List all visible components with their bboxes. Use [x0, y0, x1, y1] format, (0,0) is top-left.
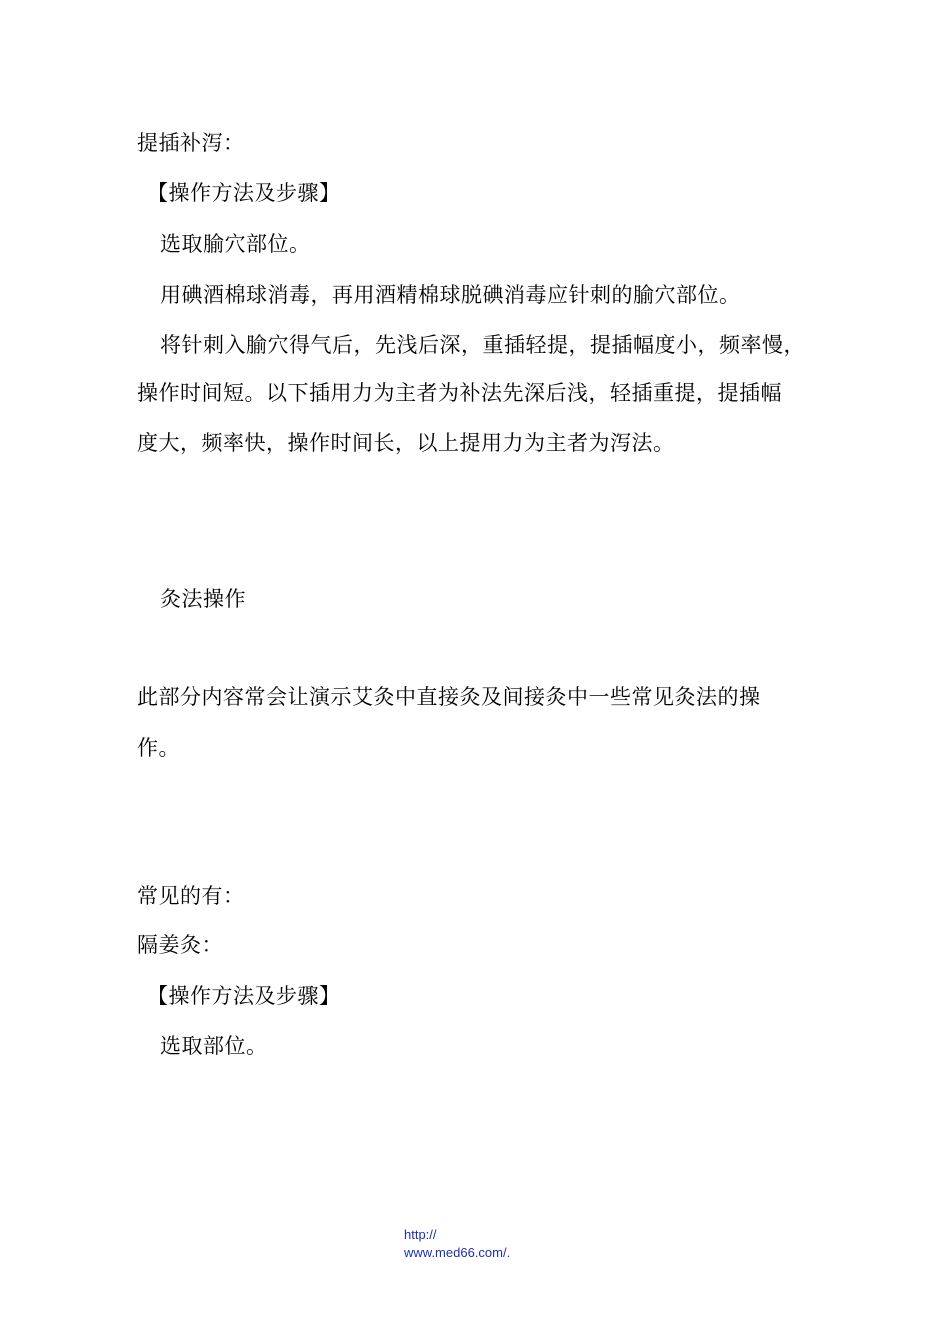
paragraph-moxa-line2: 作。 — [137, 736, 180, 760]
heading-moxibustion: 灸法操作 — [160, 587, 246, 611]
paragraph-needle-line3: 度大，频率快，操作时间长，以上提用力为主者为泻法。 — [137, 431, 675, 455]
heading-ginger-moxa: 隔姜灸： — [137, 933, 223, 957]
paragraph-moxa-line1: 此部分内容常会让演示艾灸中直接灸及间接灸中一些常见灸法的操 — [137, 685, 761, 709]
heading-common: 常见的有： — [137, 884, 245, 908]
paragraph-needle-line2: 操作时间短。以下插用力为主者为补法先深后浅，轻插重提，提插幅 — [137, 381, 782, 405]
paragraph-needle-line1: 将针刺入腧穴得气后，先浅后深，重插轻提，提插幅度小，频率慢， — [160, 333, 805, 357]
step-select-area: 选取部位。 — [160, 1034, 268, 1058]
section-label-steps: 【操作方法及步骤】 — [147, 181, 341, 205]
footer-link-line2[interactable]: www.med66.com/. — [404, 1245, 511, 1260]
heading-lift-thrust: 提插补泻： — [137, 131, 245, 155]
footer-link-line1[interactable]: http:// — [404, 1227, 437, 1242]
section-label-steps-2: 【操作方法及步骤】 — [147, 984, 341, 1008]
step-select-point: 选取腧穴部位。 — [160, 232, 311, 256]
footer-link[interactable] — [404, 1226, 510, 1262]
step-disinfect: 用碘酒棉球消毒，再用酒精棉球脱碘消毒应针刺的腧穴部位。 — [160, 283, 741, 307]
